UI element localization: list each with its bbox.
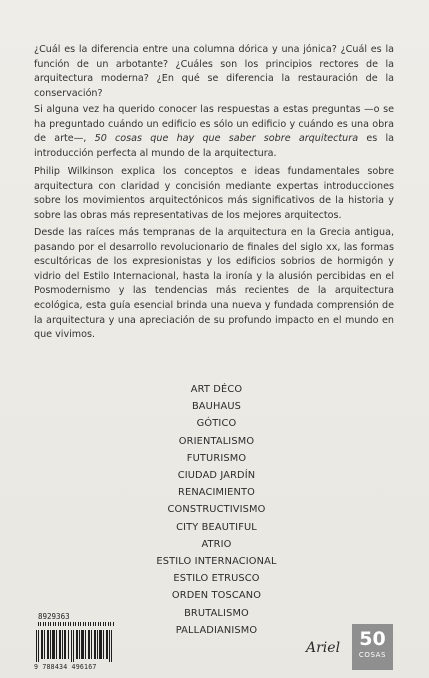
topic-list <box>0 381 429 639</box>
topic-item: ART DÉCO <box>190 384 243 395</box>
topic-item: ESTILO INTERNACIONAL <box>156 556 277 568</box>
topic-item: ATRIO <box>201 538 232 550</box>
author-paragraph: Philip Wilkinson explica los conceptos e ideas fundamentales sobre arquitectura con claridad y concisión mediante expertas introducciones sobre los movimientos arquitectónicos más significativos de la historia y sobre las obras más representativas de los mejores arquitectos. <box>34 166 394 221</box>
barcode-small-bars <box>38 622 114 626</box>
topic-item: BAUHAUS <box>191 401 242 413</box>
series-badge <box>352 624 393 670</box>
topic-item: PALLADIANISMO <box>175 624 258 636</box>
topic-item: RENACIMIENTO <box>178 487 255 499</box>
intro-questions: ¿Cuál es la diferencia entre una columna dórica y una jónica? ¿Cuál es la función de un arbotante? ¿Cuáles son los principios rectores de la arquitectura moderna? ¿En qué se diferencia la restauración de la conservación? <box>34 44 394 99</box>
topic-item: CITY BEAUTIFUL <box>176 521 257 533</box>
topic-item: BRUTALISMO <box>184 607 249 619</box>
topic-item: FUTURISMO <box>186 452 247 464</box>
topic-item: ORIENTALISMO <box>178 435 255 447</box>
barcode-code: 8929363 <box>38 612 70 621</box>
topic-item: ORDEN TOSCANO <box>171 590 262 602</box>
book-title-inline: 50 cosas que hay que saber sobre arquitectura <box>94 133 359 145</box>
topic-item: CIUDAD JARDÍN <box>177 470 256 482</box>
badge-word: COSAS <box>358 651 387 659</box>
isbn-number: 9 788434 496167 <box>34 663 97 671</box>
intro-text-start: Si alguna vez ha querido conocer las respuestas a estas preguntas —o se ha preguntado cuándo un edificio es sólo un edificio y cuándo es una obra de arte—, <box>34 104 394 145</box>
intro-paragraph <box>34 103 394 161</box>
badge-number: 50 <box>359 628 386 650</box>
barcode-icon <box>34 630 116 662</box>
topic-item: GÓTICO <box>196 418 237 430</box>
topic-item: CONSTRUCTIVISMO <box>167 504 266 516</box>
publisher-logo: Ariel <box>306 640 341 656</box>
summary-paragraph: Desde las raíces más tempranas de la arquitectura en la Grecia antigua, pasando por el desarrollo revolucionario de finales del siglo xx, las formas escultóricas de los expresionistas y los edificios sobrios de hormigón y vidrio del Estilo Internacional, hasta la ironía y la alusión percibidas en el Posmodernismo y las tendencias más recientes de la arquitectura ecológica, esta guía esencial brinda una nueva y fundada comprensión de la arquitectura y una apreciación de su profundo impacto en el mundo en que vivimos. <box>34 227 394 341</box>
topic-item: ESTILO ETRUSCO <box>173 573 260 585</box>
intro-text-end: es la introducción perfecta al mundo de la arquitectura. <box>34 133 394 159</box>
